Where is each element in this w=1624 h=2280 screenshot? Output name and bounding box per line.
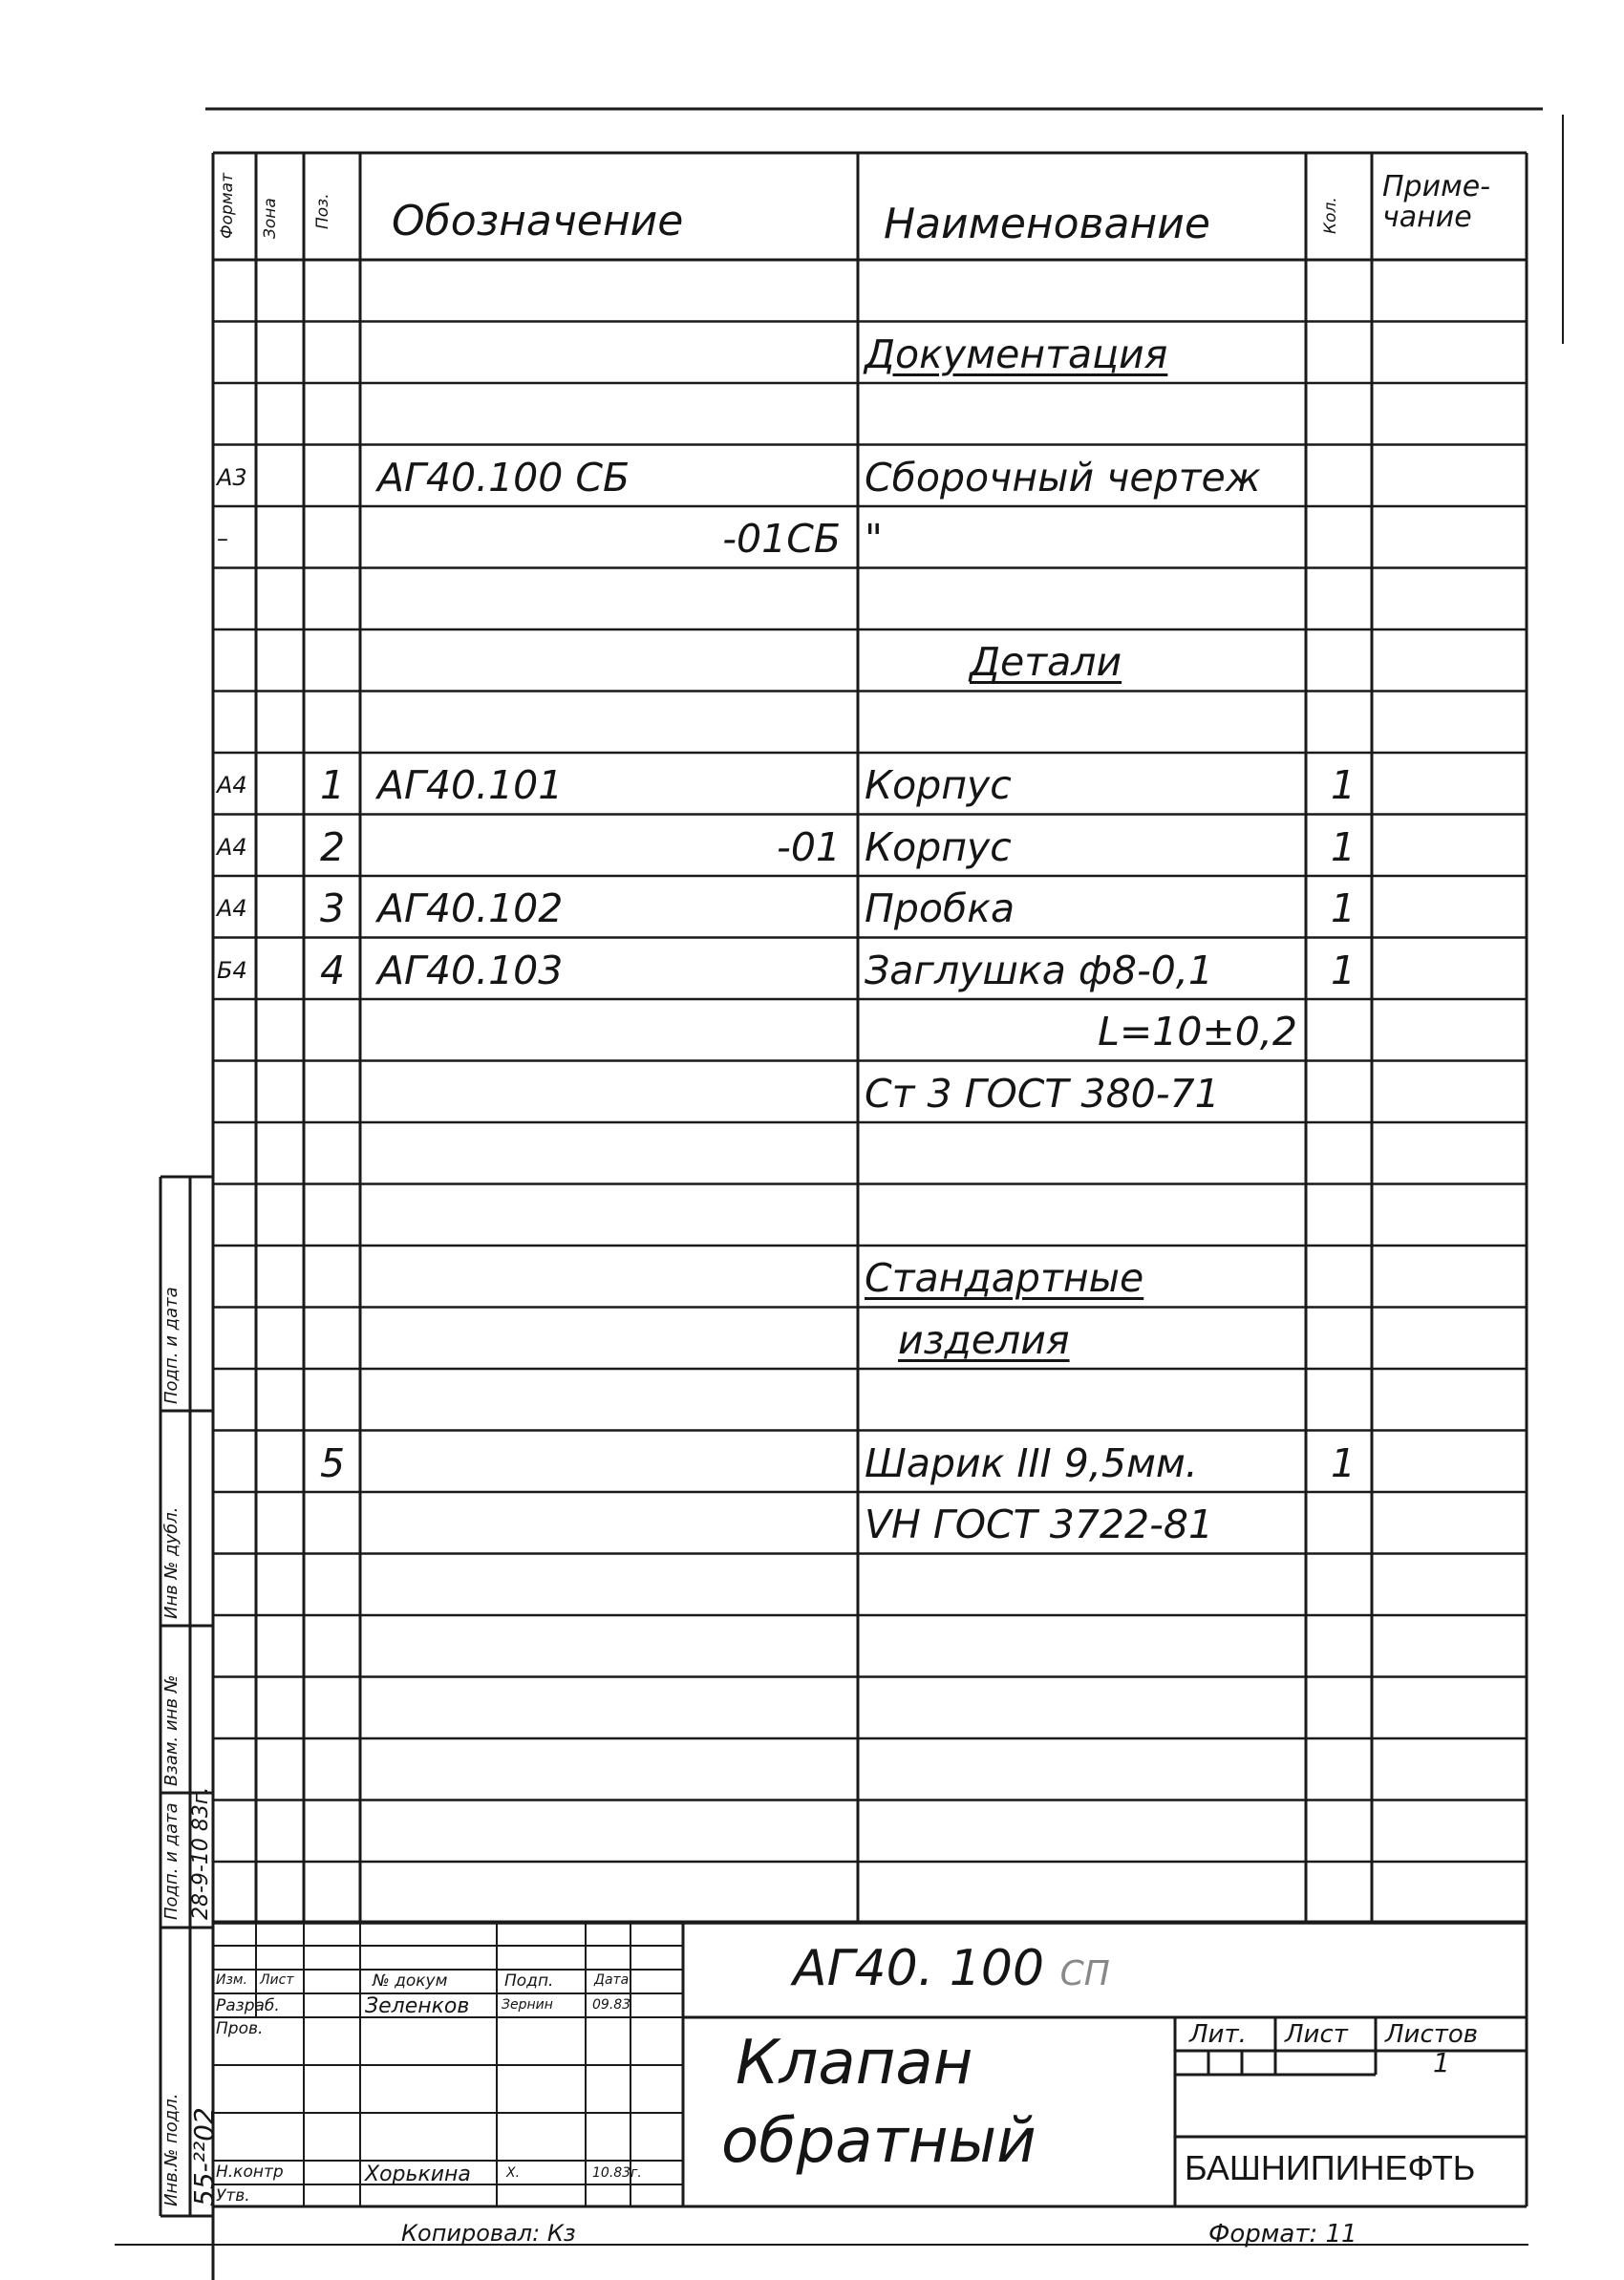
stamp-inventory-number: 55-²²02 [188, 2107, 220, 2206]
tb-col-izm: Изм. [216, 1972, 247, 1988]
tb-nkontr-sign: Х. [506, 2165, 521, 2181]
row-format: Б4 [217, 956, 247, 984]
note-column-header: Приме- чание [1382, 170, 1491, 234]
row-designation: АГ40.103 [377, 947, 564, 993]
stamp-label-podp-data: Подп. и дата [161, 1802, 182, 1920]
sheet-format: Формат: 11 [1208, 2220, 1357, 2248]
sheets-value: 1 [1433, 2047, 1450, 2078]
stamp-label-vzam-inv: Взам. инв № [161, 1674, 182, 1786]
stamp-label-podp-data-2: Подп. и дата [161, 1287, 182, 1404]
row-name: Корпус [865, 823, 1012, 870]
format-column-header: Формат [218, 173, 237, 239]
tb-razrab-date: 09.83 [592, 1997, 631, 2013]
row-designation: АГ40.100 СБ [377, 454, 630, 501]
row-format: А4 [217, 895, 247, 922]
name-column-header: Наименование [884, 200, 1210, 248]
sheet-label: Лист [1285, 2020, 1348, 2049]
zone-column-header: Зона [261, 198, 280, 239]
row-designation: АГ40.101 [377, 762, 564, 808]
tb-row-nkontr: Н.контр [216, 2163, 284, 2182]
row-name: " [865, 516, 883, 562]
stamp-date: 28-9-10 83г. [189, 1786, 213, 1920]
row-position: 3 [320, 885, 346, 931]
row-name: Ст 3 ГОСТ 380-71 [865, 1070, 1220, 1117]
row-quantity: 1 [1331, 762, 1357, 808]
copied-by-label: Копировал: [401, 2220, 541, 2247]
tb-col-sign: Подп. [504, 1971, 554, 1991]
row-quantity: 1 [1331, 885, 1357, 931]
stamp-label-inv-dubl: Инв № дубл. [161, 1506, 182, 1619]
row-name: Сборочный чертеж [865, 454, 1261, 501]
product-title-line-1: Клапан [736, 2028, 973, 2099]
row-format: – [217, 525, 228, 552]
tb-row-utv: Утв. [216, 2186, 250, 2205]
row-name: Детали [970, 639, 1122, 685]
tb-razrab-name: Зеленков [365, 1994, 470, 2018]
tb-row-razrab: Разраб. [216, 1996, 280, 2015]
sheets-label: Листов [1385, 2020, 1479, 2049]
row-name: VH ГОСТ 3722-81 [865, 1502, 1214, 1547]
stamp-label-inv-podl: Инв.№ подл. [161, 2093, 182, 2206]
row-designation: -01СБ [722, 516, 841, 562]
tb-nkontr-name: Хорькина [365, 2163, 471, 2186]
row-name: Стандартные [865, 1255, 1144, 1301]
row-format: А4 [217, 833, 247, 861]
row-quantity: 1 [1331, 947, 1357, 993]
product-title-line-2: обратный [721, 2106, 1036, 2177]
tb-row-prov: Пров. [216, 2019, 264, 2038]
row-name: Пробка [865, 885, 1015, 931]
row-name: изделия [898, 1316, 1070, 1363]
tb-nkontr-date: 10.83г. [592, 2165, 642, 2181]
row-position: 1 [320, 762, 346, 808]
row-format: А4 [217, 772, 247, 799]
row-quantity: 1 [1331, 823, 1357, 870]
tb-col-list: Лист [260, 1972, 294, 1988]
copied-by [401, 2222, 576, 2245]
row-position: 5 [320, 1439, 346, 1486]
row-designation: АГ40.102 [377, 885, 564, 931]
row-position: 2 [320, 823, 346, 870]
row-position: 4 [320, 947, 346, 993]
organization-name: БАШНИПИНЕФТЬ [1185, 2148, 1476, 2187]
designation-column-header: Обозначение [392, 197, 684, 245]
document-code-main: АГ40. 100 [793, 1940, 1045, 1997]
lit-label: Лит. [1189, 2020, 1247, 2049]
row-name: Заглушка ф8-0,1 [865, 947, 1213, 993]
row-name: L=10±0,2 [1098, 1009, 1297, 1055]
row-name: Шарик III 9,5мм. [865, 1439, 1198, 1486]
document-code-suffix: СП [1059, 1954, 1110, 1993]
row-quantity: 1 [1331, 1439, 1357, 1486]
copied-by-sign: Кз [546, 2220, 576, 2247]
tb-col-doc: № докум [373, 1971, 448, 1991]
position-column-header: Поз. [313, 193, 332, 229]
quantity-column-header: Кол. [1321, 197, 1340, 234]
row-name: Корпус [865, 762, 1012, 808]
row-name: Документация [865, 330, 1168, 377]
document-code [793, 1940, 1110, 1997]
row-format: А3 [217, 463, 247, 491]
tb-razrab-sign: Зернин [502, 1997, 553, 2013]
tb-col-date: Дата [594, 1972, 630, 1988]
row-designation: -01 [777, 823, 841, 870]
